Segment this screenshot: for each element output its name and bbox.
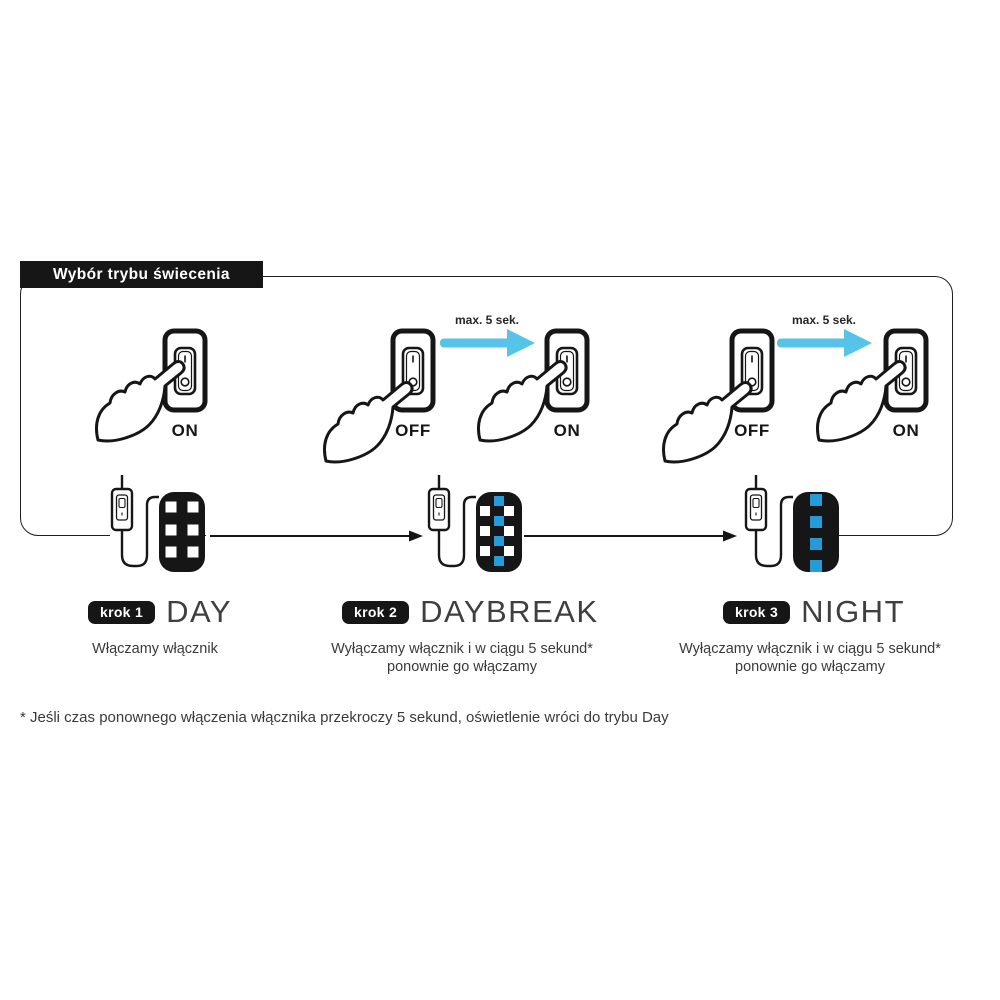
step-badge: krok 2 xyxy=(342,601,409,624)
panel-title xyxy=(20,261,263,288)
led-strip-day-icon xyxy=(95,465,210,577)
mode-name: NIGHT xyxy=(801,594,905,629)
step-badge: krok 1 xyxy=(88,601,155,624)
next-step-arrow-icon xyxy=(524,529,738,543)
mode-name: DAY xyxy=(166,594,233,629)
step-3-description: Wyłączamy włącznik i w ciągu 5 sekund* ponownie go włączamy xyxy=(679,641,941,675)
led-strip-daybreak-icon xyxy=(412,465,527,577)
switch-off-hand-icon xyxy=(323,320,443,470)
step-1-caption xyxy=(88,595,232,629)
step-1-description: Włączamy włącznik xyxy=(92,641,218,657)
switch-state-label: OFF xyxy=(395,421,431,440)
step-badge: krok 3 xyxy=(723,601,790,624)
switch-state-label: ON xyxy=(892,421,920,440)
step-3-caption xyxy=(723,595,905,629)
switch-state-label: ON xyxy=(553,421,581,440)
switch-on-hand-icon xyxy=(477,320,597,470)
switch-off-hand-icon xyxy=(662,320,782,470)
timer-label: max. 5 sek. xyxy=(791,313,857,327)
switch-state-label: ON xyxy=(171,421,199,440)
step-2-caption xyxy=(342,595,599,629)
panel-title-label: Wybór trybu świecenia xyxy=(53,265,230,283)
step-2-description: Wyłączamy włącznik i w ciągu 5 sekund* ponownie go włączamy xyxy=(331,641,593,675)
mode-name: DAYBREAK xyxy=(420,594,599,629)
switch-state-label: OFF xyxy=(734,421,770,440)
switch-on-hand-icon xyxy=(816,320,936,470)
timer-label: max. 5 sek. xyxy=(454,313,520,327)
footnote: * Jeśli czas ponownego włączenia włącznika przekroczy 5 sekund, oświetlenie wróci do trybu Day xyxy=(20,709,669,726)
switch-on-hand-icon xyxy=(95,320,215,470)
led-strip-night-icon xyxy=(729,465,844,577)
next-step-arrow-icon xyxy=(210,529,424,543)
